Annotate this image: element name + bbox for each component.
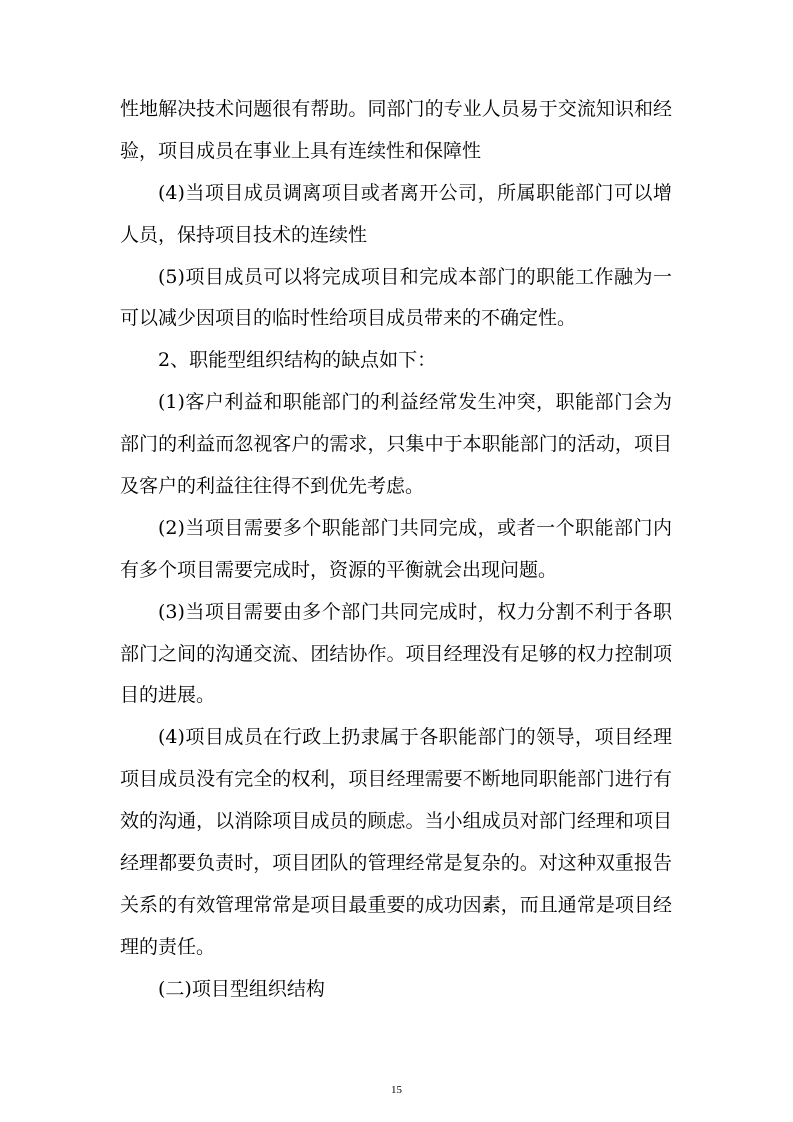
text-line: 可以减少因项目的临时性给项目成员带来的不确定性。 (120, 307, 577, 330)
text-line: 及客户的利益往往得不到优先考虑。 (120, 475, 425, 498)
text-line: 验，项目成员在事业上具有连续性和保障性 (120, 139, 482, 162)
paragraph-continuation (120, 89, 672, 173)
text-line: 效的沟通，以消除项目成员的顾虑。当小组成员对部门经理和项目 (120, 810, 672, 833)
paragraph-disadvantage-3 (120, 592, 672, 718)
paragraph-disadvantage-2 (120, 508, 672, 592)
text-line: (4)当项目成员调离项目或者离开公司，所属职能部门可以增 (158, 181, 672, 204)
text-line: 理的责任。 (120, 935, 216, 958)
text-line: (3)当项目需要由多个部门共同完成时，权力分割不利于各职 (158, 600, 672, 623)
paragraph-advantage-4 (120, 173, 672, 257)
page-number: 15 (391, 1084, 402, 1096)
text-line: 关系的有效管理常常是项目最重要的成功因素，而且通常是项目经 (120, 893, 672, 916)
text-line: 经理都要负责时，项目团队的管理经常是复杂的。对这种双重报告 (120, 852, 672, 875)
text-line: (4)项目成员在行政上扔隶属于各职能部门的领导，项目经理 (158, 726, 672, 749)
text-line: 有多个项目需要完成时，资源的平衡就会出现问题。 (120, 558, 558, 581)
text-line: (5)项目成员可以将完成项目和完成本部门的职能工作融为一 (158, 265, 672, 288)
paragraph-disadvantage-1 (120, 382, 672, 508)
text-line: 性地解决技术问题很有帮助。同部门的专业人员易于交流知识和经 (120, 98, 672, 120)
text-line: (2)当项目需要多个职能部门共同完成，或者一个职能部门内 (158, 516, 672, 539)
section-heading-disadvantages (120, 340, 672, 382)
text-line: 2、职能型组织结构的缺点如下： (158, 349, 437, 372)
document-body (120, 89, 672, 1011)
section-heading-project-structure (120, 969, 672, 1011)
paragraph-advantage-5 (120, 257, 672, 341)
paragraph-disadvantage-4 (120, 717, 672, 968)
text-line: (1)客户利益和职能部门的利益经常发生冲突，职能部门会为 (158, 391, 672, 414)
text-line: 部门的利益而忽视客户的需求，只集中于本职能部门的活动，项目 (120, 433, 672, 456)
text-line: (二)项目型组织结构 (158, 977, 325, 1000)
text-line: 目的进展。 (120, 684, 216, 707)
text-line: 部门之间的沟通交流、团结协作。项目经理没有足够的权力控制项 (120, 642, 672, 665)
text-line: 项目成员没有完全的权利，项目经理需要不断地同职能部门进行有 (120, 768, 672, 791)
text-line: 人员，保持项目技术的连续性 (120, 223, 368, 246)
